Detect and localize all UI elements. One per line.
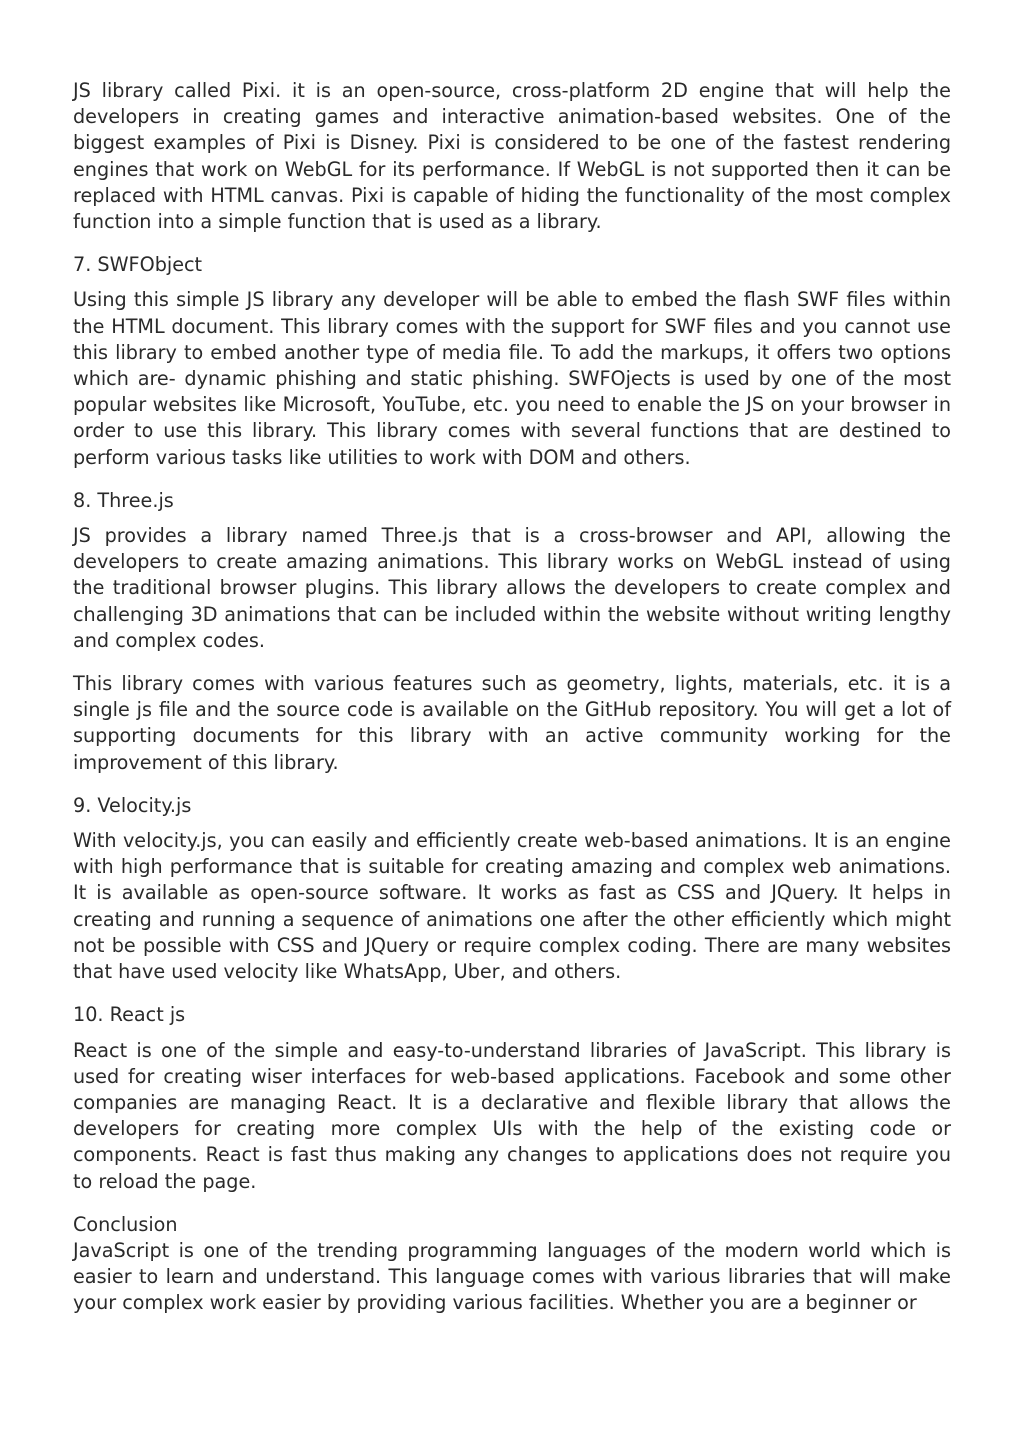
section-heading-threejs: 8. Three.js bbox=[73, 488, 174, 512]
react-paragraph: React is one of the simple and easy-to-understand libraries of JavaScript. This library is used for creating wiser interfaces for web-based applications. Facebook and some other companies are managing React. It is a declarative and flexible library that allows the developers for creating more complex UIs with the help of the existing code or components. React is fast thus making any changes to applications does not require you to reload the page. bbox=[73, 1038, 951, 1193]
threejs-paragraph-1: JS provides a library named Three.js that is a cross-browser and API, allowing the developers to create amazing animations. This library works on WebGL instead of using the traditional browser plugins. This library allows the developers to create complex and challenging 3D animations that can be included within the website without writing lengthy and complex codes. bbox=[73, 524, 951, 652]
section-heading-swfobject: 7. SWFObject bbox=[73, 253, 203, 277]
pixi-paragraph: JS library called Pixi. it is an open-source, cross-platform 2D engine that will help the developers in creating games and interactive animation-based websites. One of the biggest examples of Pixi is Disney. Pixi is considered to be one of the fastest rendering engines that work on WebGL for its performance. If WebGL is not supported then it can be replaced with HTML canvas. Pixi is capable of hiding the functionality of the most complex function into a simple function that is used as a library. bbox=[73, 79, 951, 234]
section-heading-react: 10. React js bbox=[73, 1003, 186, 1027]
velocity-paragraph: With velocity.js, you can easily and efficiently create web-based animations. It is an engine with high performance that is suitable for creating amazing and complex web animations. It is available as open-source software. It works as fast as CSS and JQuery. It helps in creating and running a sequence of animations one after the other efficiently which might not be possible with CSS and JQuery or require complex coding. There are many websites that have used velocity like WhatsApp, Uber, and others. bbox=[73, 829, 951, 984]
document-page bbox=[73, 78, 951, 1317]
threejs-paragraph-2: This library comes with various features such as geometry, lights, materials, etc. it is a single js file and the source code is available on the GitHub repository. You will get a lot of supporting documents for this library with an active community working for the improvement of this library. bbox=[73, 672, 951, 774]
swfobject-paragraph: Using this simple JS library any developer will be able to embed the flash SWF files within the HTML document. This library comes with the support for SWF files and you cannot use this library to embed another type of media file. To add the markups, it offers two options which are- dynamic phishing and static phishing. SWFOjects is used by one of the most popular websites like Microsoft, YouTube, etc. you need to enable the JS on your browser in order to use this library. This library comes with several functions that are destined to perform various tasks like utilities to work with DOM and others. bbox=[73, 288, 951, 469]
conclusion-paragraph: JavaScript is one of the trending programming languages of the modern world which is easier to learn and understand. This language comes with various libraries that will make your complex work easier by providing various facilities. Whether you are a beginner or bbox=[73, 1238, 951, 1315]
section-heading-velocity: 9. Velocity.js bbox=[73, 793, 192, 817]
section-heading-conclusion: Conclusion bbox=[73, 1212, 178, 1236]
